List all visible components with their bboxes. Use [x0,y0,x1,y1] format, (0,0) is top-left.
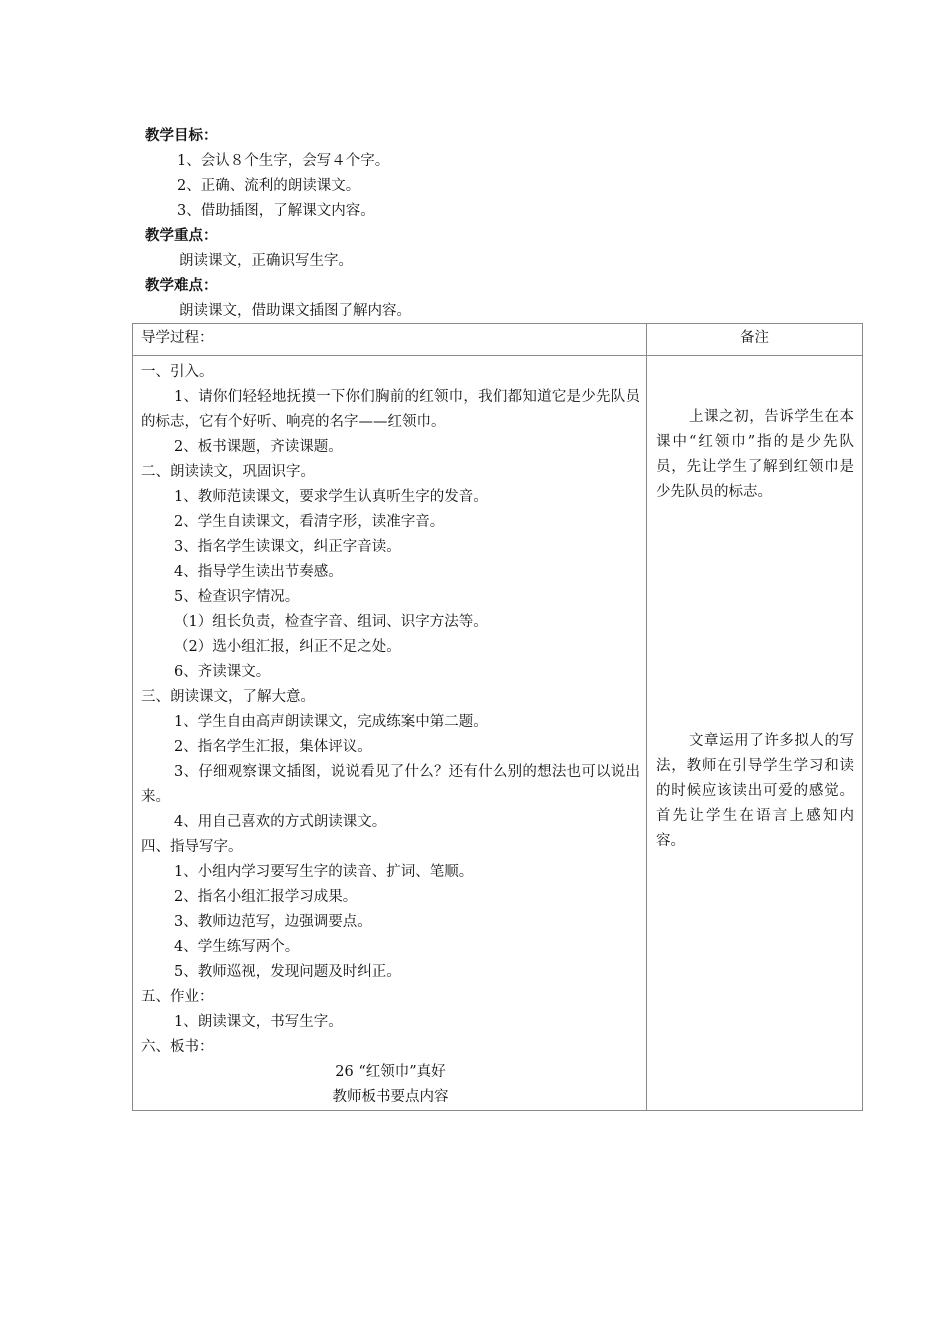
process-line: 3、仔细观察课文插图，说说看见了什么？还有什么别的想法也可以说出来。 [141,764,640,805]
process-cell [133,356,647,1111]
process-line: 四、指导写字。 [141,839,243,855]
process-line: 26 “红领巾”真好 [335,1064,446,1080]
header-notes: 备注 [647,324,863,356]
key-points-text: 朗读课文，正确识写生字。 [179,253,353,269]
process-line: 2、指名小组汇报学习成果。 [174,889,358,905]
process-line: 1、请你们轻轻地抚摸一下你们胸前的红领巾，我们都知道它是少先队员的标志，它有个好听、响亮的名字——红领巾。 [141,389,640,430]
process-line: 6、齐读课文。 [174,664,271,680]
process-line: 三、朗读课文，了解大意。 [141,689,315,705]
table-body-row [133,356,863,1111]
process-line: 3、教师边范写，边强调要点。 [174,914,372,930]
process-line: 5、检查识字情况。 [174,589,300,605]
process-line: 2、指名学生汇报，集体评议。 [174,739,372,755]
difficulties-heading: 教学难点： [145,278,218,294]
process-line: 3、指名学生读课文，纠正字音读。 [174,539,401,555]
process-line: 二、朗读读文，巩固识字。 [141,464,315,480]
process-line: 五、作业： [141,989,214,1005]
process-line: 1、教师范读课文，要求学生认真听生字的发音。 [174,489,488,505]
objective-item: 2、正确、流利的朗读课文。 [177,178,361,194]
key-points-heading: 教学重点： [145,228,218,244]
objective-item: 1、会认８个生字，会写４个字。 [177,153,390,169]
table-header-row [133,324,863,356]
process-line: 4、用自己喜欢的方式朗读课文。 [174,814,387,830]
process-lines [141,360,640,1110]
difficulties-text: 朗读课文，借助课文插图了解内容。 [179,303,411,319]
process-line: （1）组长负责，检查字音、组词、识字方法等。 [174,614,488,630]
notes-cell [647,356,863,1111]
process-line: 2、板书课题，齐读课题。 [174,439,343,455]
process-line: 4、学生练写两个。 [174,939,300,955]
process-line: 一、引入。 [141,364,214,380]
process-line: 1、学生自由高声朗读课文，完成练案中第二题。 [174,714,488,730]
objectives-heading: 教学目标： [145,128,218,144]
process-line: 1、小组内学习要写生字的读音、扩词、笔顺。 [174,864,474,880]
header-process: 导学过程： [133,324,647,356]
process-line: 5、教师巡视，发现问题及时纠正。 [174,964,401,980]
note-block: 上课之初，告诉学生在本课中“红领巾”指的是少先队员，先让学生了解到红领巾是少先队员的标志。 [656,409,854,500]
lesson-plan-table [132,323,863,1111]
process-line: （2）选小组汇报，纠正不足之处。 [174,639,401,655]
objective-item: 3、借助插图，了解课文内容。 [177,203,375,219]
note-block: 文章运用了许多拟人的写法，教师在引导学生学习和读的时候应该读出可爱的感觉。首先让学生在语言上感知内容。 [656,733,854,849]
process-line: 2、学生自读课文，看清字形，读准字音。 [174,514,445,530]
process-line: 六、板书： [141,1039,214,1055]
process-line: 教师板书要点内容 [332,1089,449,1105]
lesson-overview [145,124,865,324]
process-line: 4、指导学生读出节奏感。 [174,564,343,580]
process-line: 1、朗读课文，书写生字。 [174,1014,343,1030]
